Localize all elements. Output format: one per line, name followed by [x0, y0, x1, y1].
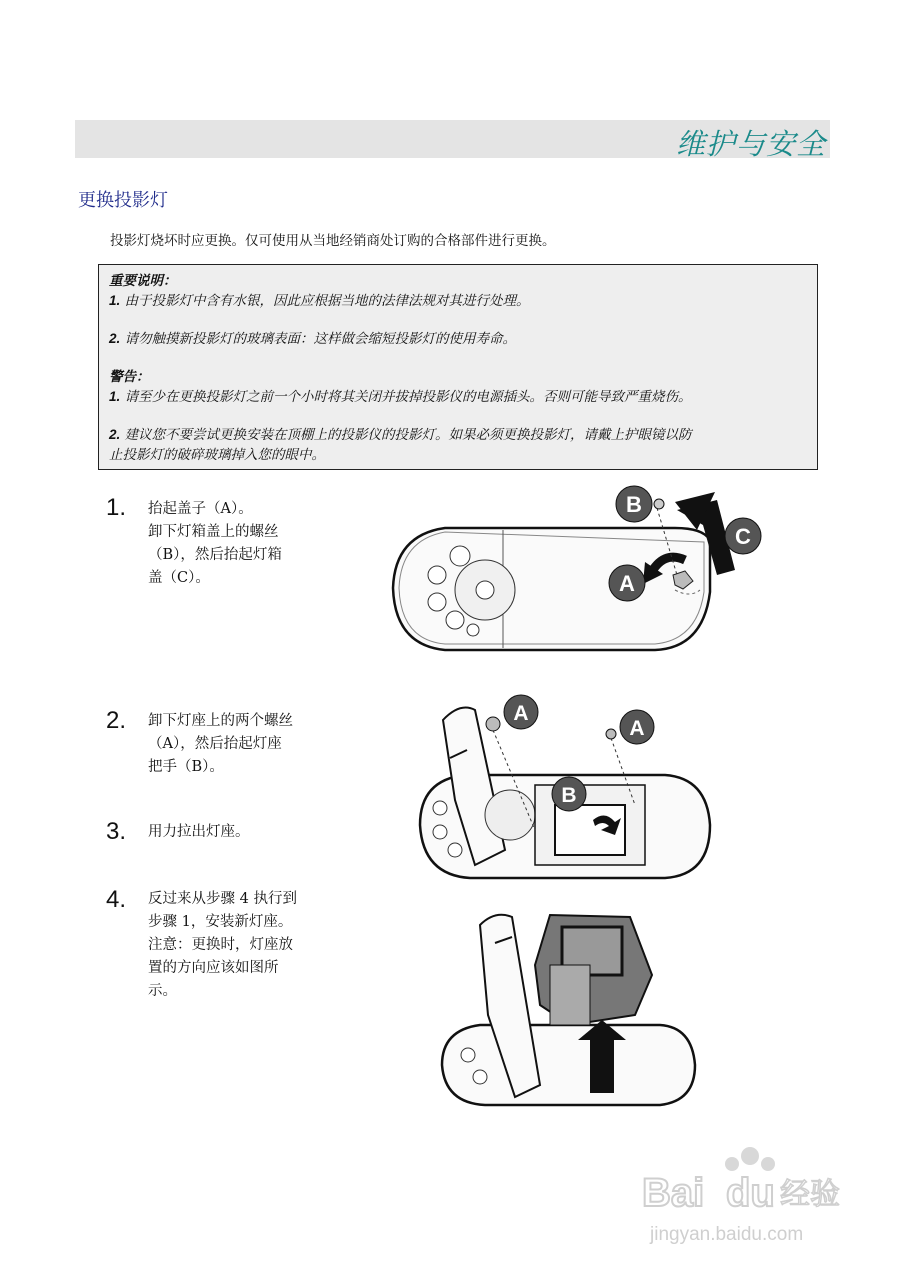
item-number: 1. — [109, 293, 121, 308]
item-text: 请至少在更换投影灯之前一个小时将其关闭并拔掉投影仪的电源插头。否则可能导致严重烧伤。 — [124, 389, 692, 405]
warning-item-2 — [109, 425, 807, 445]
intro-text: 投影灯烧坏时应更换。仅可使用从当地经销商处订购的合格部件进行更换。 — [110, 233, 556, 249]
watermark-url: jingyan.baidu.com — [650, 1224, 804, 1245]
item-number: 2. — [109, 331, 121, 346]
important-heading: 重要说明： — [109, 273, 177, 289]
page-header-title: 维护与安全 — [675, 127, 826, 161]
warning-item-2-cont: 止投影灯的破碎玻璃掉入您的眼中。 — [109, 447, 325, 463]
step-line: 卸下灯座上的两个螺丝 — [148, 713, 293, 729]
step-line: 盖（C）。 — [148, 570, 210, 586]
step-3-text — [148, 821, 328, 844]
step-3-number: 3. — [106, 818, 127, 845]
warning-heading: 警告： — [109, 369, 150, 385]
step-line: 抬起盖子（A）。 — [148, 501, 253, 517]
step-line: 把手（B）。 — [148, 759, 224, 775]
step-line: 步骤 1，安装新灯座。 — [148, 914, 293, 930]
figure-label: B — [626, 492, 642, 517]
figure-step-1 — [385, 480, 770, 660]
step-line: （B），然后抬起灯箱 — [148, 547, 282, 563]
step-line: 反过来从步骤 4 执行到 — [148, 891, 297, 907]
step-line: 注意：更换时，灯座放 — [148, 937, 293, 953]
figure-label: A — [629, 717, 645, 740]
baidu-watermark-logo — [640, 1140, 860, 1250]
step-line: 置的方向应该如图所 — [148, 960, 279, 976]
warning-item-1 — [109, 387, 807, 407]
step-4-text — [148, 888, 328, 1003]
step-line: 用力拉出灯座。 — [148, 824, 250, 840]
important-item-1 — [109, 291, 807, 311]
item-text: 由于投影灯中含有水银，因此应根据当地的法律法规对其进行处理。 — [124, 293, 530, 309]
watermark-brand-2: du — [726, 1171, 775, 1215]
figure-step-2 — [415, 690, 715, 885]
figure-label: C — [735, 524, 751, 549]
watermark-brand: Bai — [642, 1171, 705, 1215]
step-2-text — [148, 710, 328, 779]
figure-step-4 — [440, 905, 700, 1110]
header-band — [75, 120, 830, 161]
step-line: 卸下灯箱盖上的螺丝 — [148, 524, 279, 540]
step-line: （A），然后抬起灯座 — [148, 736, 282, 752]
step-line: 示。 — [148, 983, 177, 999]
important-item-2 — [109, 329, 807, 349]
figure-label: A — [619, 571, 635, 596]
step-4-number: 4. — [106, 886, 127, 913]
figure-label: B — [561, 784, 577, 807]
step-2-number: 2. — [106, 707, 127, 734]
item-number: 1. — [109, 389, 121, 404]
item-number: 2. — [109, 427, 121, 442]
section-title: 更换投影灯 — [78, 190, 168, 211]
notice-box — [98, 264, 818, 470]
item-text: 请勿触摸新投影灯的玻璃表面：这样做会缩短投影灯的使用寿命。 — [124, 331, 517, 347]
watermark-cn: 经验 — [780, 1177, 840, 1212]
figure-label: A — [513, 702, 529, 725]
step-1-text — [148, 498, 328, 590]
step-1-number: 1. — [106, 494, 127, 521]
item-text: 建议您不要尝试更换安装在顶棚上的投影仪的投影灯。如果必须更换投影灯，请戴上护眼镜以防 — [124, 427, 692, 443]
